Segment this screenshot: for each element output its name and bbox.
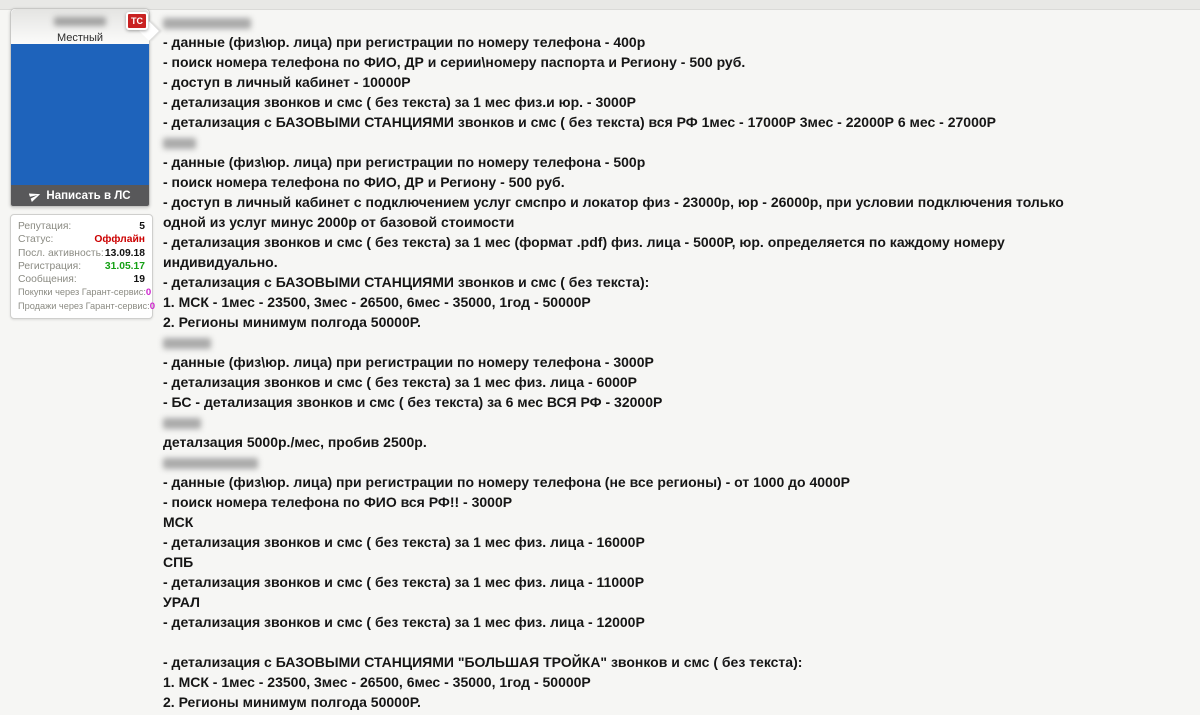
stat-row [18,260,145,273]
stat-row [18,233,145,246]
post-line: СПБ [163,554,194,570]
post-line-redacted [163,412,1178,432]
post-line: - поиск номера телефона по ФИО, ДР и серии\номеру паспорта и Региону - 500 руб. [163,54,746,70]
post-line-blank [163,632,1178,652]
send-pm-label: Написать в ЛС [46,189,131,202]
post-line: - данные (физ\юр. лица) при регистрации по номеру телефона - 400р [163,34,646,50]
redacted-text [163,338,211,349]
post-line: МСК [163,514,194,530]
post-line: 1. МСК - 1мес - 23500, 3мес - 26500, 6мес - 35000, 1год - 50000Р [163,294,591,310]
stat-value: 5 [139,221,145,232]
stat-row [18,273,145,286]
post-line: 1. МСК - 1мес - 23500, 3мес - 26500, 6мес - 35000, 1год - 50000Р [163,674,591,690]
avatar[interactable] [11,44,149,185]
post-line: - данные (физ\юр. лица) при регистрации по номеру телефона - 3000Р [163,354,654,370]
profile-card [10,8,150,207]
stat-value: Оффлайн [94,234,145,246]
post-line: - поиск номера телефона по ФИО вся РФ!! - 3000Р [163,494,513,510]
post-line: - данные (физ\юр. лица) при регистрации по номеру телефона (не все регионы) - от 1000 до 4000Р [163,474,850,490]
stat-label: Статус: [18,234,54,246]
post-line: - данные (физ\юр. лица) при регистрации по номеру телефона - 500р [163,154,646,170]
paper-plane-icon [29,190,41,202]
post-line: - детализация с БАЗОВЫМИ СТАНЦИЯМИ "БОЛЬШАЯ ТРОЙКА" звонков и смс ( без текста): [163,654,803,670]
stat-row [18,220,145,233]
post-line-redacted [163,332,1178,352]
post-line: - детализация звонков и смс ( без текста) за 1 мес физ. лица - 6000Р [163,374,638,390]
post-line-redacted [163,132,1178,152]
post-line: - доступ в личный кабинет - 10000Р [163,74,411,90]
post-line: - доступ в личный кабинет с подключением услуг смспро и локатор физ - 23000р, юр - 26000р, при условии подключения только [163,194,1064,210]
stat-label: Сообщения: [18,274,77,286]
stat-label: Продажи через Гарант-сервис: [18,300,150,311]
redacted-text [163,458,258,469]
stat-label: Покупки через Гарант-сервис: [18,287,146,298]
stat-label: Посл. активность: [18,247,104,259]
post-line-redacted [163,12,1178,32]
username-redacted[interactable] [54,17,106,26]
card-header [11,9,149,44]
redacted-text [163,418,201,429]
post-line: 2. Регионы минимум полгода 50000Р. [163,694,421,710]
topic-starter-badge[interactable]: ТС [126,12,148,30]
stat-row [18,247,145,260]
stat-value: 0 [145,287,152,299]
post-line-redacted [163,452,1178,472]
post-line: - поиск номера телефона по ФИО, ДР и Региону - 500 руб. [163,174,565,190]
send-pm-button[interactable] [11,185,149,206]
stats-panel [10,214,156,319]
user-title: Местный [56,32,104,44]
post-line: - БС - детализация звонков и смс ( без текста) за 6 мес ВСЯ РФ - 32000Р [163,394,663,410]
post-line: - детализация звонков и смс ( без текста) за 1 мес физ. лица - 16000Р [163,534,645,550]
post-line: одной из услуг минус 2000р от базовой стоимости [163,214,515,230]
post-line: - детализация с БАЗОВЫМИ СТАНЦИЯМИ звонков и смс ( без текста): [163,274,650,290]
post-line: - детализация звонков и смс ( без текста) за 1 мес физ. лица - 12000Р [163,614,645,630]
redacted-text [163,18,251,29]
profile-column [10,8,156,319]
post-line: - детализация звонков и смс ( без текста) за 1 мес (формат .pdf) физ. лица - 5000Р, юр. определяется по каждому номеру [163,234,1005,250]
post-body [163,4,1178,712]
post-line: 2. Регионы минимум полгода 50000Р. [163,314,421,330]
post-line: деталзация 5000р./мес, пробив 2500р. [163,434,427,450]
stat-row [18,286,152,299]
stat-label: Репутация: [18,221,72,232]
post-line: УРАЛ [163,594,200,610]
stat-value: 13.09.18 [104,247,145,259]
redacted-text [163,138,196,149]
stat-row [18,300,156,313]
stat-value: 31.05.17 [104,260,145,272]
stat-label: Регистрация: [18,260,82,272]
post-line: - детализация с БАЗОВЫМИ СТАНЦИЯМИ звонков и смс ( без текста) вся РФ 1мес - 17000Р 3мес - 22000Р 6 мес - 27000Р [163,114,997,130]
post-line: - детализация звонков и смс ( без текста) за 1 мес физ. лица - 11000Р [163,574,645,590]
post-line: - детализация звонков и смс ( без текста) за 1 мес физ.и юр. - 3000Р [163,94,636,110]
stat-value: 0 [149,300,156,312]
post-line: индивидуально. [163,254,278,270]
stat-value: 19 [133,274,145,286]
